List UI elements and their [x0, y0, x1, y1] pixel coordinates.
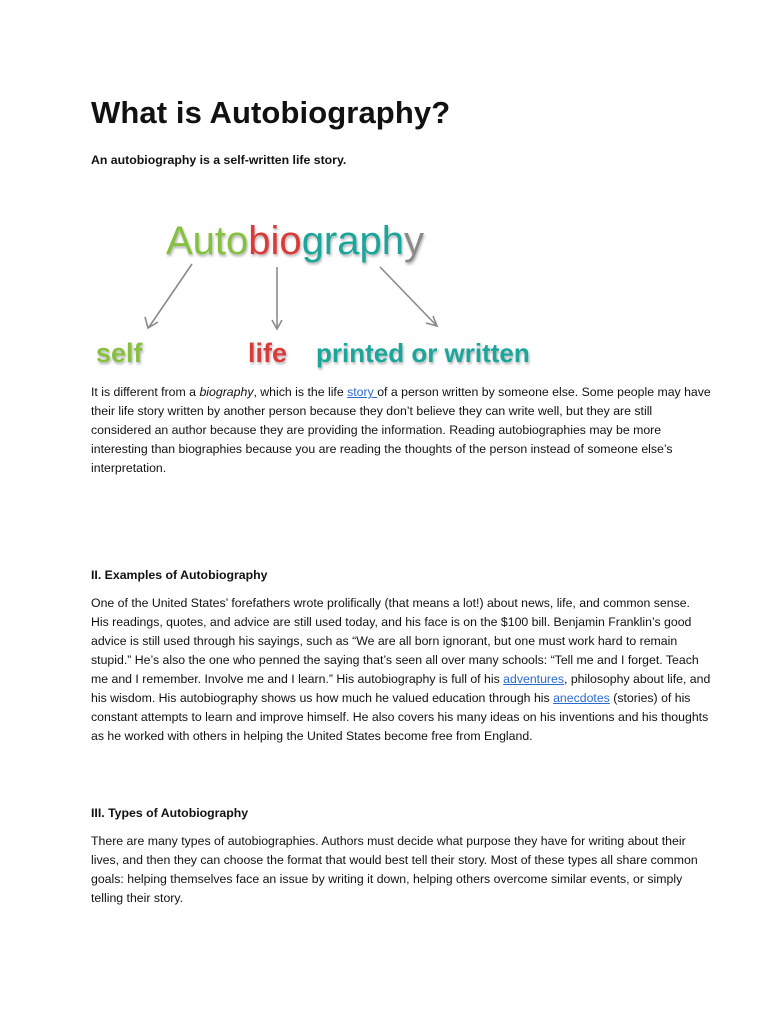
adventures-link[interactable]: adventures — [503, 672, 564, 686]
intro-text: An autobiography is a self-written life story. — [91, 153, 347, 167]
word-part-auto: Auto — [166, 219, 249, 263]
diagram-arrows — [145, 264, 437, 329]
section-heading-types: III. Types of Autobiography — [91, 806, 249, 820]
text-run: , philosophy about life, and his wisdom. His autobiography shows us how much he valued education through his — [91, 672, 711, 705]
text-run: , which is the life — [253, 385, 348, 399]
label-printed-or-written: printed or written — [316, 338, 530, 368]
story-link[interactable]: story — [347, 385, 378, 399]
autobiography-diagram — [96, 212, 580, 382]
word-part-bio: bio — [248, 219, 302, 263]
types-paragraph: There are many types of autobiographies. Authors must decide what purpose they have for writing about their lives, and then they can choose the format that would best tell their story. Most of these types all share common goals: helping themselves face an issue by writing it down, helping others overcome similar events, or simply telling their story. — [91, 834, 698, 905]
anecdotes-link[interactable]: anecdotes — [553, 691, 610, 705]
text-run: of a person written by someone else. Some people may have their life story written by another person because they don’t believe they can write well, but they are still considered an author because they are providing the information. Reading autobiographies may be more interesting than biographies because you are reading the thoughts of the person instead of someone else’s interpretation. — [91, 385, 711, 475]
definition-paragraph — [91, 383, 711, 478]
text-run: It is different from a — [91, 385, 200, 399]
word-part-graph: graph — [301, 219, 404, 263]
word-part-y: y — [404, 219, 424, 263]
arrow-to-self — [149, 264, 192, 327]
label-life: life — [248, 338, 288, 368]
arrow-to-printed — [380, 267, 436, 325]
biography-term: biography — [199, 385, 254, 399]
text-run: (stories) of his constant attempts to learn and improve himself. He also covers his many ideas on his inventions and his thoughts as he worked with others in helping the United States become free from England. — [91, 691, 709, 743]
examples-paragraph — [91, 594, 711, 746]
text-run: One of the United States’ forefathers wrote prolifically (that means a lot!) about news, life, and common sense. His readings, quotes, and advice are still used today, and his face is on the $100 bill. Benjamin Franklin’s good advice is still used through his sayings, such as “We are all born ignorant, but one must work hard to remain stupid.” He’s also the one who penned the saying that’s seen all over many schools: “Tell me and I forget. Teach me and I remember. Involve me and I learn.” His autobiography is full of his — [91, 596, 699, 686]
svg-text:Autobiography — [166, 219, 424, 263]
section-heading-examples: II. Examples of Autobiography — [91, 568, 268, 582]
label-self: self — [96, 338, 143, 368]
page-title: What is Autobiography? — [91, 95, 451, 130]
